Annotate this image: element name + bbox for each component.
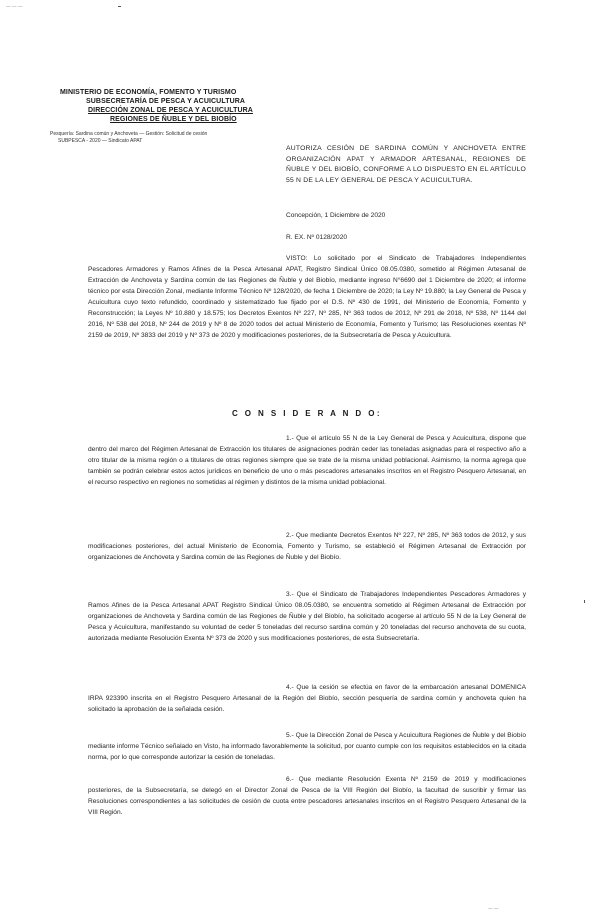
scan-speck (118, 6, 121, 7)
header-meta-line-1: Pesquería: Sardina común y Anchoveta — Gestión: Solicitud de cesión (50, 131, 208, 137)
place-date: Concepción, 1 Diciembre de 2020 (286, 212, 386, 219)
resolution-summary: AUTORIZA CESIÓN DE SARDINA COMÚN Y ANCHOVETA ENTRE ORGANIZACIÓN APAT Y ARMADOR ARTESANAL, REGIONES DE ÑUBLE Y DEL BIOBÍO, CONFORME A LO DISPUESTO EN EL ARTÍCULO 55 N DE LA LEY GENERAL DE PESCA Y ACUICULTURA. (286, 145, 526, 184)
resolution-number: R. EX. Nº 0128/2020 (286, 234, 348, 241)
considerando-2: 2.- Que mediante Decretos Exentos Nº 227, Nº 285, Nº 363 todos de 2012, y sus modificaciones posteriores, del actual Ministerio de Economía, Fomento y Turismo, se estableció el Régimen Artesanal de Extracción por organizaciones de Anchoveta y Sardina común de las Regiones de Ñuble y del Biobío. (88, 532, 526, 561)
header-meta-line-2: SUBPESCA - 2020 — Sindicato APAT (58, 137, 143, 144)
header-ministry: MINISTERIO DE ECONOMÍA, FOMENTO Y TURISMO (60, 89, 237, 96)
considerando-3: 3.- Que el Sindicato de Trabajadores Independientes Pescadores Armadores y Ramos Afines de la Pesca Artesanal APAT Registro Sindical Único 08.05.0380, se encuentra sometido al Régimen Artesanal de Extracción por organizaciones de Anchoveta y Sardina común de las Regiones de Ñuble y del Biobío, ha solicitado acogerse al artículo 55 N de la Ley General de Pesca y Acuicultura, manifestando su voluntad de ceder 5 toneladas del recurso sardina común y 20 toneladas del recurso anchoveta de su cuota, autorizada mediante Resolución Exenta Nº 373 de 2020 y sus modificaciones posteriores, de esta Subsecretaría. (88, 591, 526, 642)
considerando-1: 1.- Que el artículo 55 N de la Ley General de Pesca y Acuicultura, dispone que dentro del marco del Régimen Artesanal de Extracción los titulares de asignaciones podrán ceder las toneladas asignadas para el respectivo año a otro titular de la misma región o a titulares de otras regiones siempre que se trate de la misma unidad poblacional. Asimismo, la norma agrega que también se podrán celebrar estos actos jurídicos en beneficio de uno o más pescadores artesanales inscritos en el Registro Pesquero Artesanal, en el recurso respectivo en regiones no sometidas al régimen y distintos de la misma unidad poblacional. (88, 435, 526, 486)
header-subsecretaria: SUBSECRETARÍA DE PESCA Y ACUICULTURA (86, 98, 246, 105)
header-regiones: REGIONES DE ÑUBLE Y DEL BIOBÍO (110, 116, 237, 123)
footer-scan-mark: — — (488, 906, 499, 911)
considerando-6: 6.- Que mediante Resolución Exenta Nº 2159 de 2019 y modificaciones posteriores, de la Subsecretaría, se delegó en el Director Zonal de Pesca de la VIII Región del Biobío, la facultad de suscribir y firmar las Resoluciones correspondientes a las solicitudes de cesión de cuota entre pescadores artesanales inscritos en el Registro Pesquero Artesanal de la VIII Región. (88, 776, 526, 816)
considerando-heading: C O N S I D E R A N D O: (232, 409, 382, 418)
considerando-4: 4.- Que la cesión se efectúa en favor de la embarcación artesanal DOMENICA IRPA 923390 inscrita en el Registro Pesquero Artesanal de la Región del Biobío, sección pesquería de sardina común y anchoveta quien ha solicitado la aprobación de la señalada cesión. (88, 684, 526, 713)
considerando-5: 5.- Que la Dirección Zonal de Pesca y Acuicultura Regiones de Ñuble y del Biobío mediante informe Técnico señalado en Visto, ha informado favorablemente la solicitud, por cuanto cumple con los requisitos establecidos en la citada norma, por lo que corresponde autorizar la cesión de toneladas. (88, 732, 526, 761)
visto-paragraph: VISTO: Lo solicitado por el Sindicato de Trabajadores Independientes Pescadores Armadores y Ramos Afines de la Pesca Artesanal APAT, Registro Sindical Único 08.05.0380, sometido al Régimen Artesanal de Extracción de Anchoveta y Sardina común de las Regiones de Ñuble y del Biobío, mediante ingreso N°6690 del 1 Diciembre de 2020; el informe técnico por esta Dirección Zonal, mediante Informe Técnico Nº 128/2020, de fecha 1 Diciembre de 2020; la Ley Nº 19.880; la Ley General de Pesca y Acuicultura cuyo texto refundido, coordinado y sistematizado fue fijado por el D.S. Nº 430 de 1991, del Ministerio de Economía, Fomento y Reconstrucción; la Leyes Nº 10.880 y 18.575; los Decretos Exentos Nº 227, Nº 285, Nº 363 todos de 2012, Nº 291 de 2018, Nº 538, Nº 1144 del 2016, Nº 538 del 2018, Nº 244 de 2019 y Nº 8 de 2020 todos del actual Ministerio de Economía, Fomento y Turismo; las Resoluciones exentas Nº 2159 de 2019, Nº 3833 del 2019 y Nº 373 de 2020 y modificaciones posteriores, de la Subsecretaría de Pesca y Acuicultura. (88, 255, 526, 339)
header-direccion-zonal: DIRECCIÓN ZONAL DE PESCA Y ACUICULTURA (88, 107, 253, 114)
letterhead (60, 88, 360, 124)
scan-speck (584, 600, 585, 603)
scan-mark: — — — (6, 4, 23, 9)
header-meta (50, 131, 280, 144)
